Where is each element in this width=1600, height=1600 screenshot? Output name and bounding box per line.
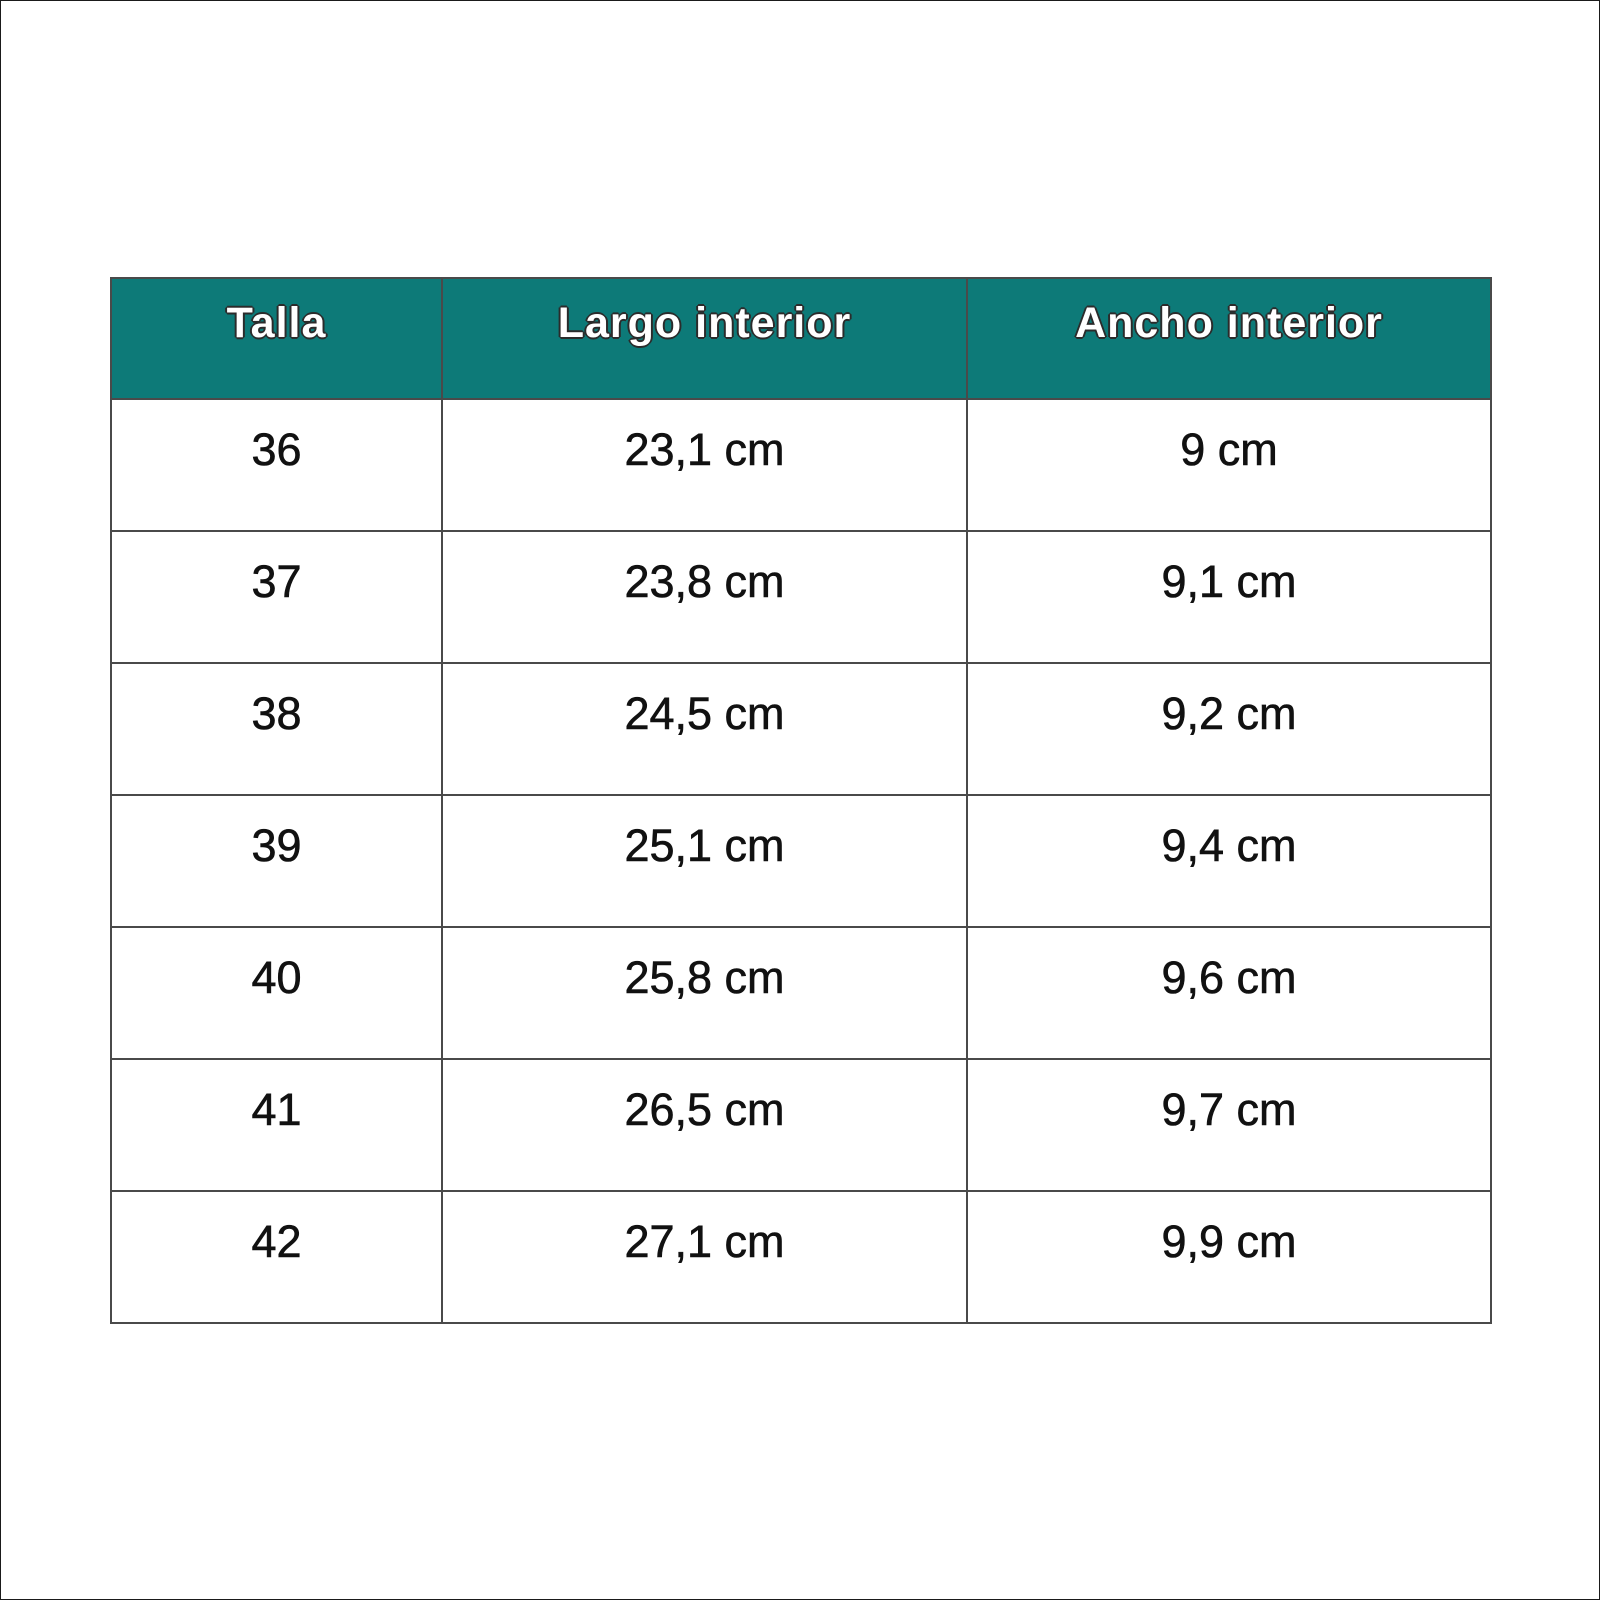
cell-ancho: 9,1 cm <box>967 531 1491 663</box>
table-header <box>111 278 1491 399</box>
table-row <box>111 663 1491 795</box>
table-row <box>111 531 1491 663</box>
cell-largo: 23,8 cm <box>442 531 967 663</box>
cell-ancho: 9 cm <box>967 399 1491 531</box>
table-row <box>111 1059 1491 1191</box>
cell-talla: 41 <box>111 1059 442 1191</box>
cell-talla: 38 <box>111 663 442 795</box>
cell-talla: 36 <box>111 399 442 531</box>
cell-ancho: 9,9 cm <box>967 1191 1491 1323</box>
header-ancho-interior: Ancho interior <box>967 278 1491 399</box>
cell-largo: 25,1 cm <box>442 795 967 927</box>
header-row <box>111 278 1491 399</box>
cell-largo: 27,1 cm <box>442 1191 967 1323</box>
cell-talla: 40 <box>111 927 442 1059</box>
cell-talla: 39 <box>111 795 442 927</box>
header-largo-interior: Largo interior <box>442 278 967 399</box>
cell-ancho: 9,4 cm <box>967 795 1491 927</box>
table-row <box>111 795 1491 927</box>
cell-ancho: 9,2 cm <box>967 663 1491 795</box>
cell-ancho: 9,6 cm <box>967 927 1491 1059</box>
header-talla: Talla <box>111 278 442 399</box>
cell-talla: 42 <box>111 1191 442 1323</box>
table-row <box>111 927 1491 1059</box>
table-body <box>111 399 1491 1323</box>
cell-largo: 26,5 cm <box>442 1059 967 1191</box>
cell-talla: 37 <box>111 531 442 663</box>
cell-largo: 24,5 cm <box>442 663 967 795</box>
cell-largo: 23,1 cm <box>442 399 967 531</box>
cell-ancho: 9,7 cm <box>967 1059 1491 1191</box>
table-row <box>111 1191 1491 1323</box>
table-row <box>111 399 1491 531</box>
cell-largo: 25,8 cm <box>442 927 967 1059</box>
size-chart-table <box>110 277 1492 1324</box>
